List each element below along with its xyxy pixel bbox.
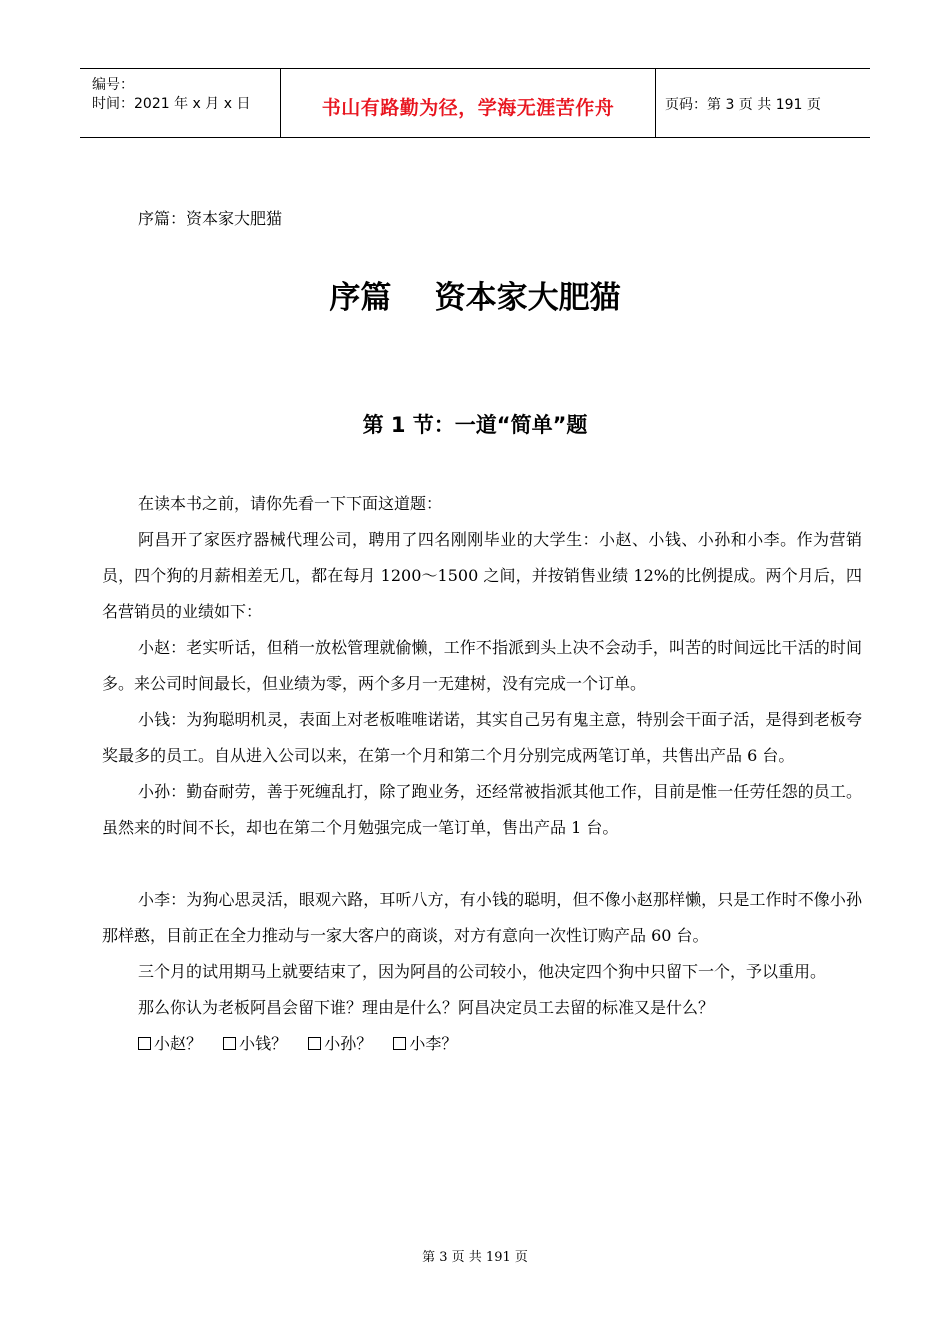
header-motto-cell (280, 69, 656, 137)
body-text (102, 486, 862, 1062)
breadcrumb: 序篇：资本家大肥猫 (138, 209, 283, 228)
header-meta-cell (80, 69, 280, 137)
option-label: 小李？ (409, 1034, 458, 1053)
paragraph: 三个月的试用期马上就要结束了，因为阿昌的公司较小，他决定四个狗中只留下一个，予以重用。 (138, 962, 827, 981)
paragraph: 小赵：老实听话，但稍一放松管理就偷懒，工作不指派到头上决不会动手，叫苦的时间远比干活的时间多。来公司时间最长，但业绩为零，两个多月一无建树，没有完成一个订单。 (102, 638, 862, 693)
paragraph: 小孙：勤奋耐劳，善于死缠乱打，除了跑业务，还经常被指派其他工作，目前是惟一任劳任怨的员工。虽然来的时间不长，却也在第二个月勉强完成一笔订单，售出产品 1 台。 (102, 782, 862, 837)
page-footer: 第 3 页 共 191 页 (422, 1250, 528, 1265)
checkbox-icon[interactable] (223, 1037, 236, 1050)
code-label: 编号： (92, 77, 134, 93)
checkbox-icon[interactable] (138, 1037, 151, 1050)
option-xiaoli[interactable] (393, 1026, 457, 1062)
paragraph: 阿昌开了家医疗器械代理公司，聘用了四名刚刚毕业的大学生：小赵、小钱、小孙和小李。作为营销员，四个狗的月薪相差无几，都在每月 1200～1500 之间，并按销售业绩 12%的比例提成。两个月后，四名营销员的业绩如下： (102, 530, 862, 621)
option-label: 小孙？ (324, 1034, 373, 1053)
paragraph: 那么你认为老板阿昌会留下谁？理由是什么？阿昌决定员工去留的标准又是什么？ (138, 998, 715, 1017)
paragraph: 小李：为狗心思灵活，眼观六路，耳听八方，有小钱的聪明，但不像小赵那样懒，只是工作时不像小孙那样憨，目前正在全力推动与一家大客户的商谈，对方有意向一次性订购产品 60 台。 (102, 890, 862, 945)
option-label: 小钱？ (239, 1034, 288, 1053)
main-title: 序篇 资本家大肥猫 (329, 280, 621, 316)
answer-options (138, 1026, 862, 1062)
option-xiaosun[interactable] (308, 1026, 372, 1062)
paragraph: 在读本书之前，请你先看一下下面这道题： (138, 494, 443, 513)
checkbox-icon[interactable] (308, 1037, 321, 1050)
header-page-cell (655, 69, 870, 137)
motto: 书山有路勤为径，学海无涯苦作舟 (321, 97, 615, 119)
time-label: 时间：2021 年 x 月 x 日 (92, 96, 251, 112)
option-xiaozhao[interactable] (138, 1026, 202, 1062)
paragraph: 小钱：为狗聪明机灵，表面上对老板唯唯诺诺，其实自己另有鬼主意，特别会干面子活，是得到老板夸奖最多的员工。自从进入公司以来，在第一个月和第二个月分别完成两笔订单，共售出产品 6 台。 (102, 710, 862, 765)
option-xiaoqian[interactable] (223, 1026, 287, 1062)
option-label: 小赵？ (154, 1034, 203, 1053)
section-title: 第 1 节：一道“简单”题 (362, 413, 588, 437)
checkbox-icon[interactable] (393, 1037, 406, 1050)
page-info: 页码：第 3 页 共 191 页 (665, 97, 821, 113)
page-header (80, 68, 870, 138)
